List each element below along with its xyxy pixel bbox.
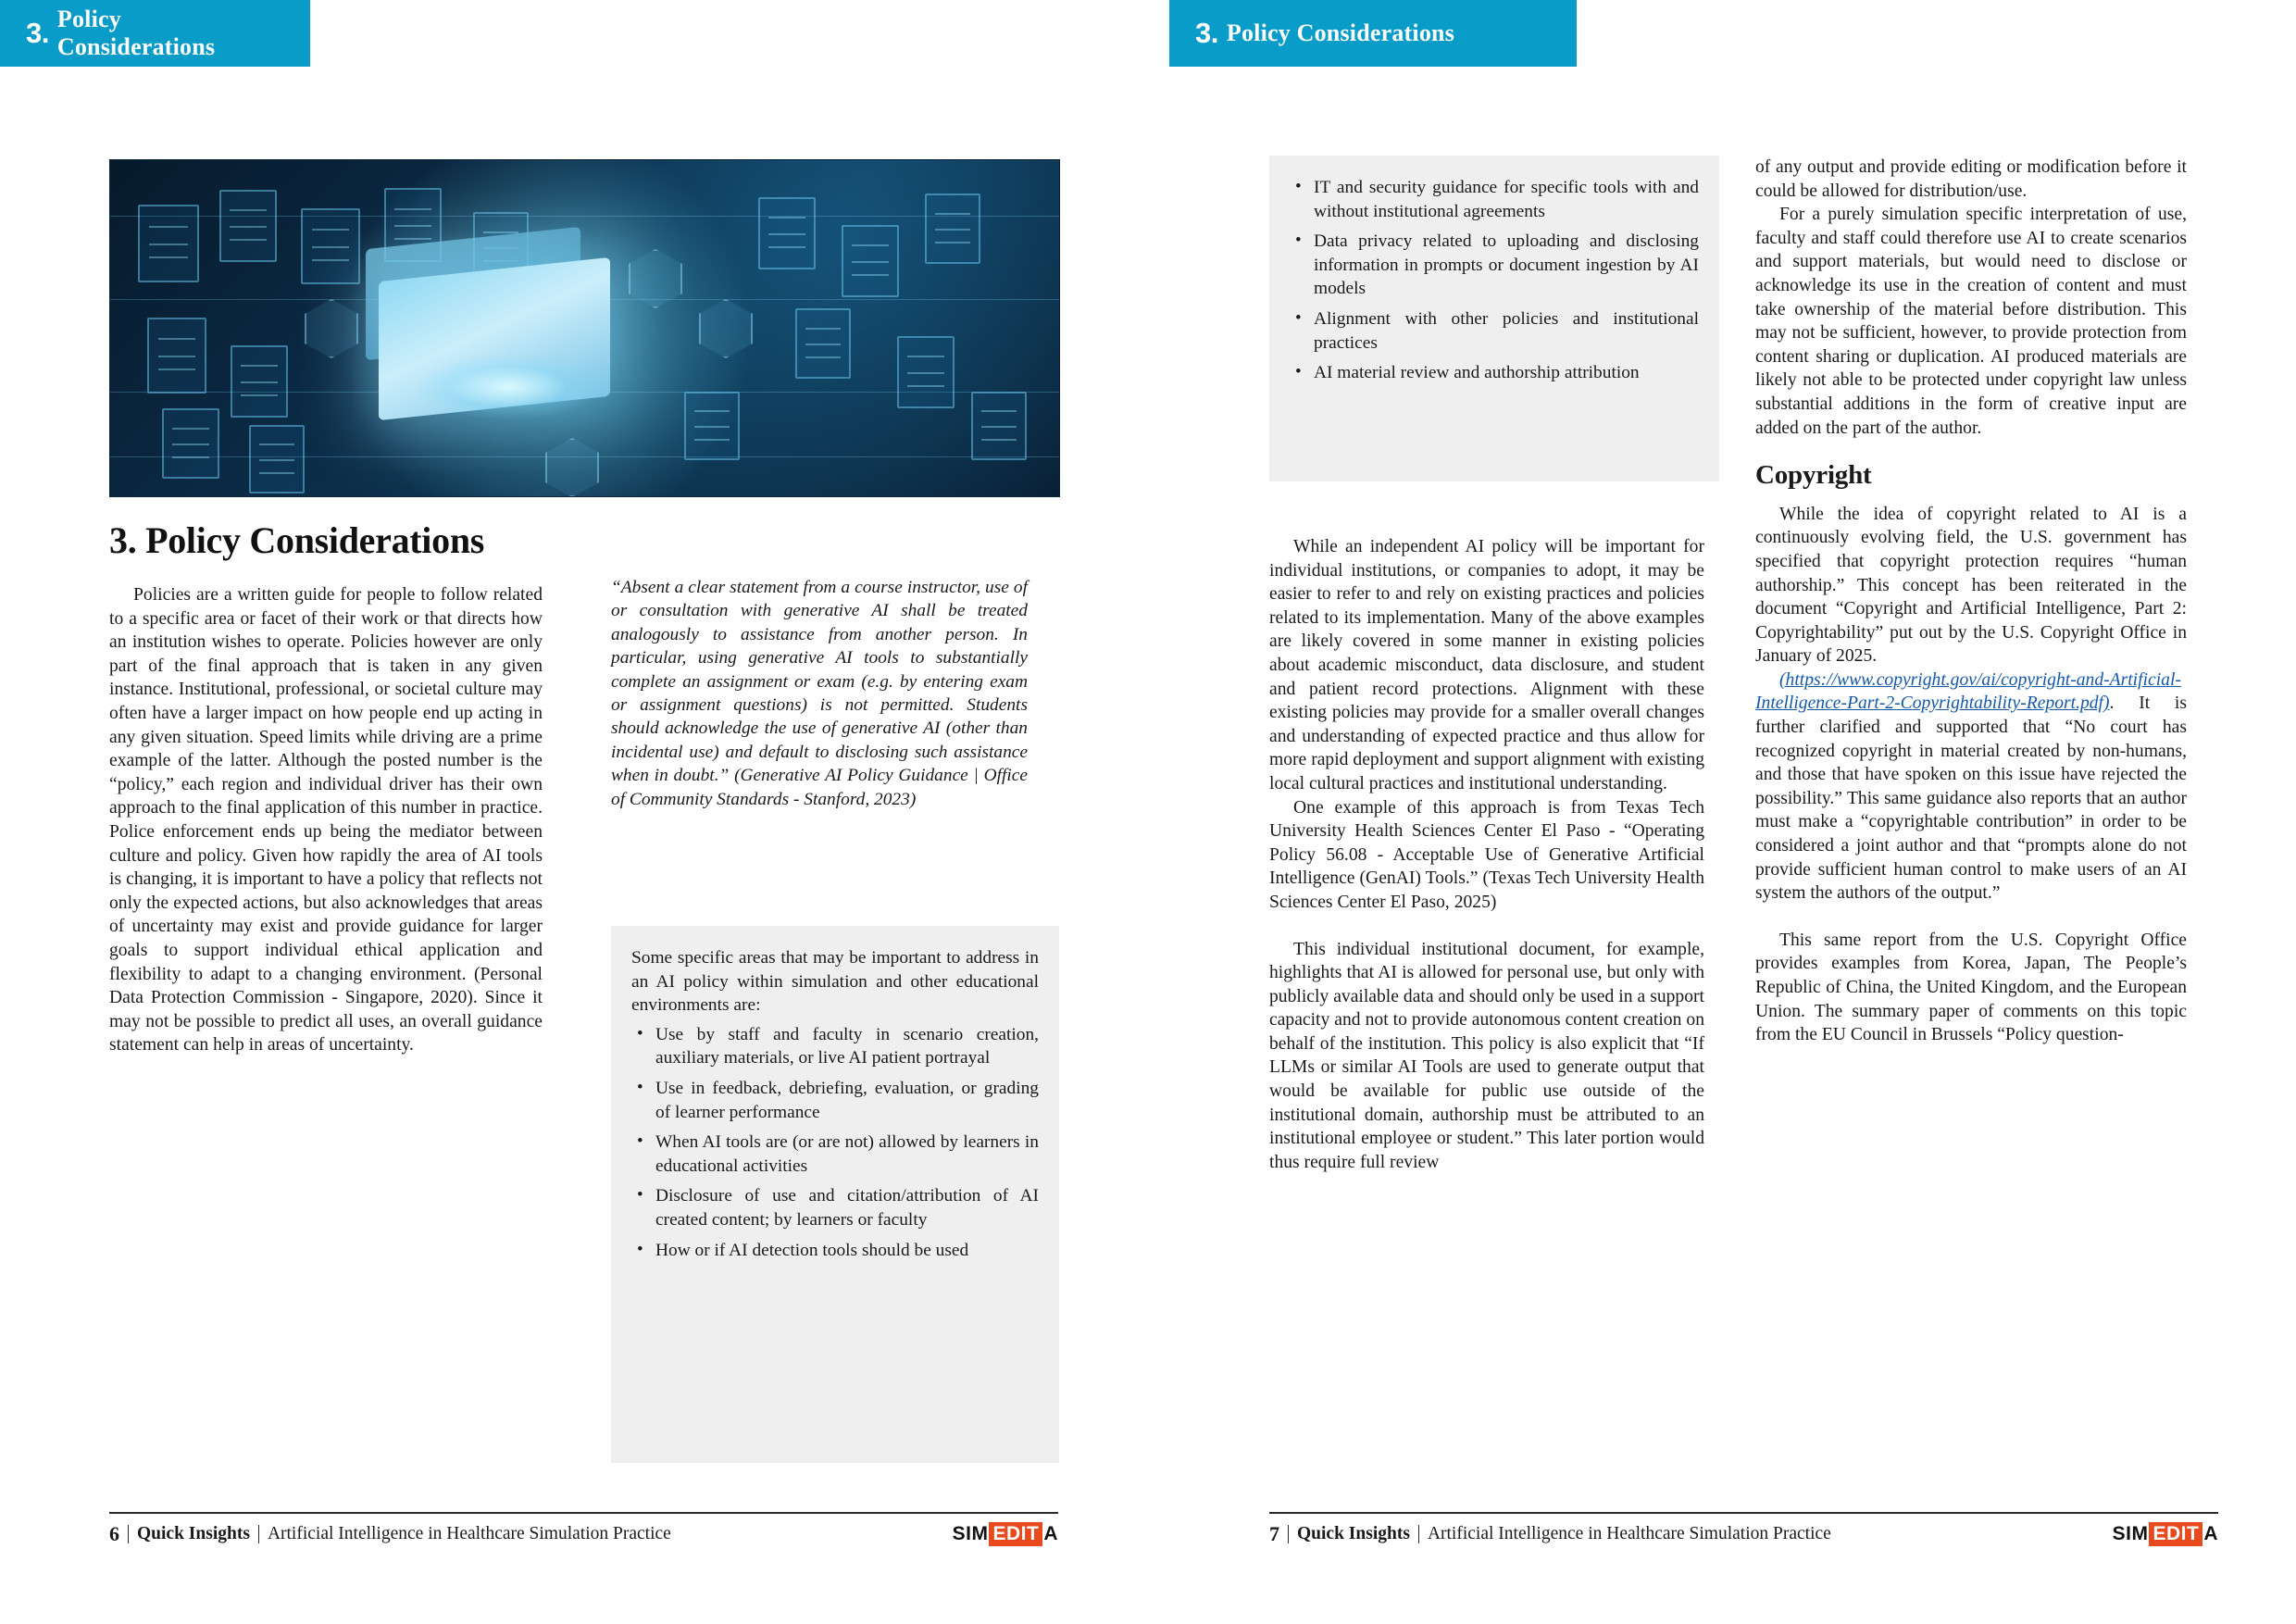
callout-list [1290,176,1699,385]
pull-quote [611,576,1028,811]
paragraph: While the idea of copyright related to AI is a continuously evolving field, the U.S. government has specified that copyright protection requires “human authorship.” This concept has been reiterated in the document “Copyright and Artificial Intelligence, Part 2: Copyrightability” put out by the U.S. Copyright Office in January of 2025. [1755,504,2187,667]
list-item: • AI material review and authorship attribution [1314,361,1699,385]
paragraph: of any output and provide editing or modification before it could be allowed for distribution/use. [1755,157,2187,201]
simedita-logo [953,1522,1058,1546]
logo-text-right: A [1043,1523,1058,1544]
left-page-footer [109,1512,1058,1546]
running-header-right [1169,0,1577,67]
footer-brand: Quick Insights [137,1524,250,1543]
logo-text-right: A [2203,1523,2218,1544]
callout-intro: Some specific areas that may be important to address in an AI policy within simulation and other educational environments are: [631,948,1039,1016]
paragraph: Policies are a written guide for people to follow related to a specific area or facet of their work or that directs how an institution wishes to operate. Policies however are only part of the final approach that is taken in any given instance. Institutional, professional, or societal culture may often have a larger impact on how people end up acting in any given situation. Speed limits while driving are a prime example of the latter. Although the posted number is the “policy,” each region and individual driver has their own approach to the final application of this number in practice. Police enforcement ends up being the mediator between culture and policy. Given how rapidly the area of AI tools is changing, it is important to have a policy that reflects not only the expected actions, but also acknowledges that areas of uncertainty may exist and provide guidance for larger goals to support individual ethical application and flexibility to adapt to a changing environment. (Personal Data Protection Commission - Singapore, 2020). Since it may not be possible to predict all uses, an overall guidance statement can help in areas of uncertainty. [109,585,543,1056]
hero-image [109,159,1060,497]
list-item: • Data privacy related to uploading and disclosing information in prompts or document ingestion by AI models [1314,230,1699,301]
logo-text-mid: EDIT [989,1522,1042,1546]
list-item: • Disclosure of use and citation/attribution of AI created content; by learners or faculty [655,1184,1039,1231]
paragraph: For a purely simulation specific interpretation of use, faculty and staff could therefore use AI to create scenarios and support materials, but would need to disclose or acknowledge its use in the creation of content and must take ownership of the material before distribution. This may not be sufficient, however, to provide protection from content sharing or duplication. AI produced materials are likely not able to be protected under copyright law unless substantial additions in the form of creative input are added on the part of the author. [1755,205,2187,438]
left-column-1 [109,583,543,1057]
paragraph: This same report from the U.S. Copyright Office provides examples from Korea, Japan, The People’s Republic of China, the United Kingdom, and the European Union. The summary paper of comments on this topic from the EU Council in Brussels “Policy question- [1755,930,2187,1045]
footer-divider [128,1525,129,1543]
paragraph: One example of this approach is from Texas Tech University Health Sciences Center El Paso - “Operating Policy 56.08 - Acceptable Use of Generative Artificial Intelligence (GenAI) Tools.” (Texas Tech University Health Sciences Center El Paso, 2025) [1269,797,1704,912]
running-header-left [0,0,310,67]
footer-divider [258,1525,259,1543]
running-header-number: 3. [1195,17,1218,49]
right-page [1148,0,2296,1624]
paragraph: This individual institutional document, for example, highlights that AI is allowed for personal use, but only with publicly available data and should only be used in a support capacity and not to provide autonomous content creation on behalf of the institution. This policy is also explicit that “If LLMs or similar AI Tools are used to generate output that would be available for public use outside of the institutional domain, authorship must be attributed to an institutional employee or student.” This later portion would thus require full review [1269,939,1704,1172]
running-header-label: Policy Considerations [1226,19,1455,46]
list-item: • When AI tools are (or are not) allowed by learners in educational activities [655,1131,1039,1178]
footer-divider [1418,1525,1419,1543]
copyright-report-link[interactable]: (https://www.copyright.gov/ai/copyright-and-Artificial-Intelligence-Part-2-Copyrightability-Report.pdf) [1755,669,2181,714]
paragraph-continued: . It is further clarified and supported that “No court has recognized copyright in material created by non-humans, and those that have spoken on this issue have rejected the possibility.” This same guidance also reports that an author must make a “copyrightable contribution” in order to be considered a joint author and that “prompts alone do not provide sufficient human control to make users of an AI system the authors of the output.” [1755,693,2187,904]
right-column-2 [1755,156,2187,1047]
left-column-2 [611,576,1028,811]
list-item: • IT and security guidance for specific tools with and without institutional agreements [1314,176,1699,223]
list-item: • How or if AI detection tools should be used [655,1239,1039,1263]
logo-text-mid: EDIT [2149,1522,2202,1546]
paragraph: While an independent AI policy will be important for individual institutions, or companies to adopt, it may be easier to refer to and rely on existing practices and policies related to its implementation. Many of the above examples are likely covered in some manner in existing policies about academic misconduct, data disclosure, and student and patient record protections. Alignment with these existing policies may provide for a smaller overall changes and understanding of expected practice and thus allow for more rapid deployment and support alignment with existing local cultural practices and institutional understanding. [1269,537,1704,793]
subheading-copyright: Copyright [1755,460,1872,491]
page-number: 7 [1269,1522,1279,1545]
footer-brand: Quick Insights [1297,1524,1410,1543]
footer-subtitle: Artificial Intelligence in Healthcare Simulation Practice [267,1524,671,1543]
list-item: • Use in feedback, debriefing, evaluation, or grading of learner performance [655,1077,1039,1124]
right-column-1 [1269,535,1704,1174]
right-page-footer [1269,1512,2218,1546]
footer-divider [1288,1525,1289,1543]
list-item: • Use by staff and faculty in scenario creation, auxiliary materials, or live AI patient portrayal [655,1023,1039,1070]
logo-text-left: SIM [2112,1523,2149,1544]
page-number: 6 [109,1522,119,1545]
left-callout-box [611,926,1059,1463]
right-callout-box [1269,156,1719,481]
logo-text-left: SIM [952,1523,989,1544]
running-header-number: 3. [26,17,49,49]
pull-quote-text: “Absent a clear statement from a course instructor, use of or consultation with generative AI shall be treated analogously to assistance from another person. In particular, using generative AI tools to substantially complete an assignment or exam (e.g. by entering exam or assignment questions) is not permitted. Students should acknowledge the use of generative AI (other than incidental use) and default to disclosing such assistance when in doubt.” (Generative AI Policy Guidance | Office of Community Standards - Stanford, 2023) [611,578,1028,809]
running-header-label: Policy Considerations [56,6,216,60]
simedita-logo [2113,1522,2218,1546]
callout-list [631,1023,1039,1262]
list-item: • Alignment with other policies and institutional practices [1314,307,1699,355]
page-title: 3. Policy Considerations [109,519,485,561]
footer-subtitle: Artificial Intelligence in Healthcare Simulation Practice [1427,1524,1831,1543]
